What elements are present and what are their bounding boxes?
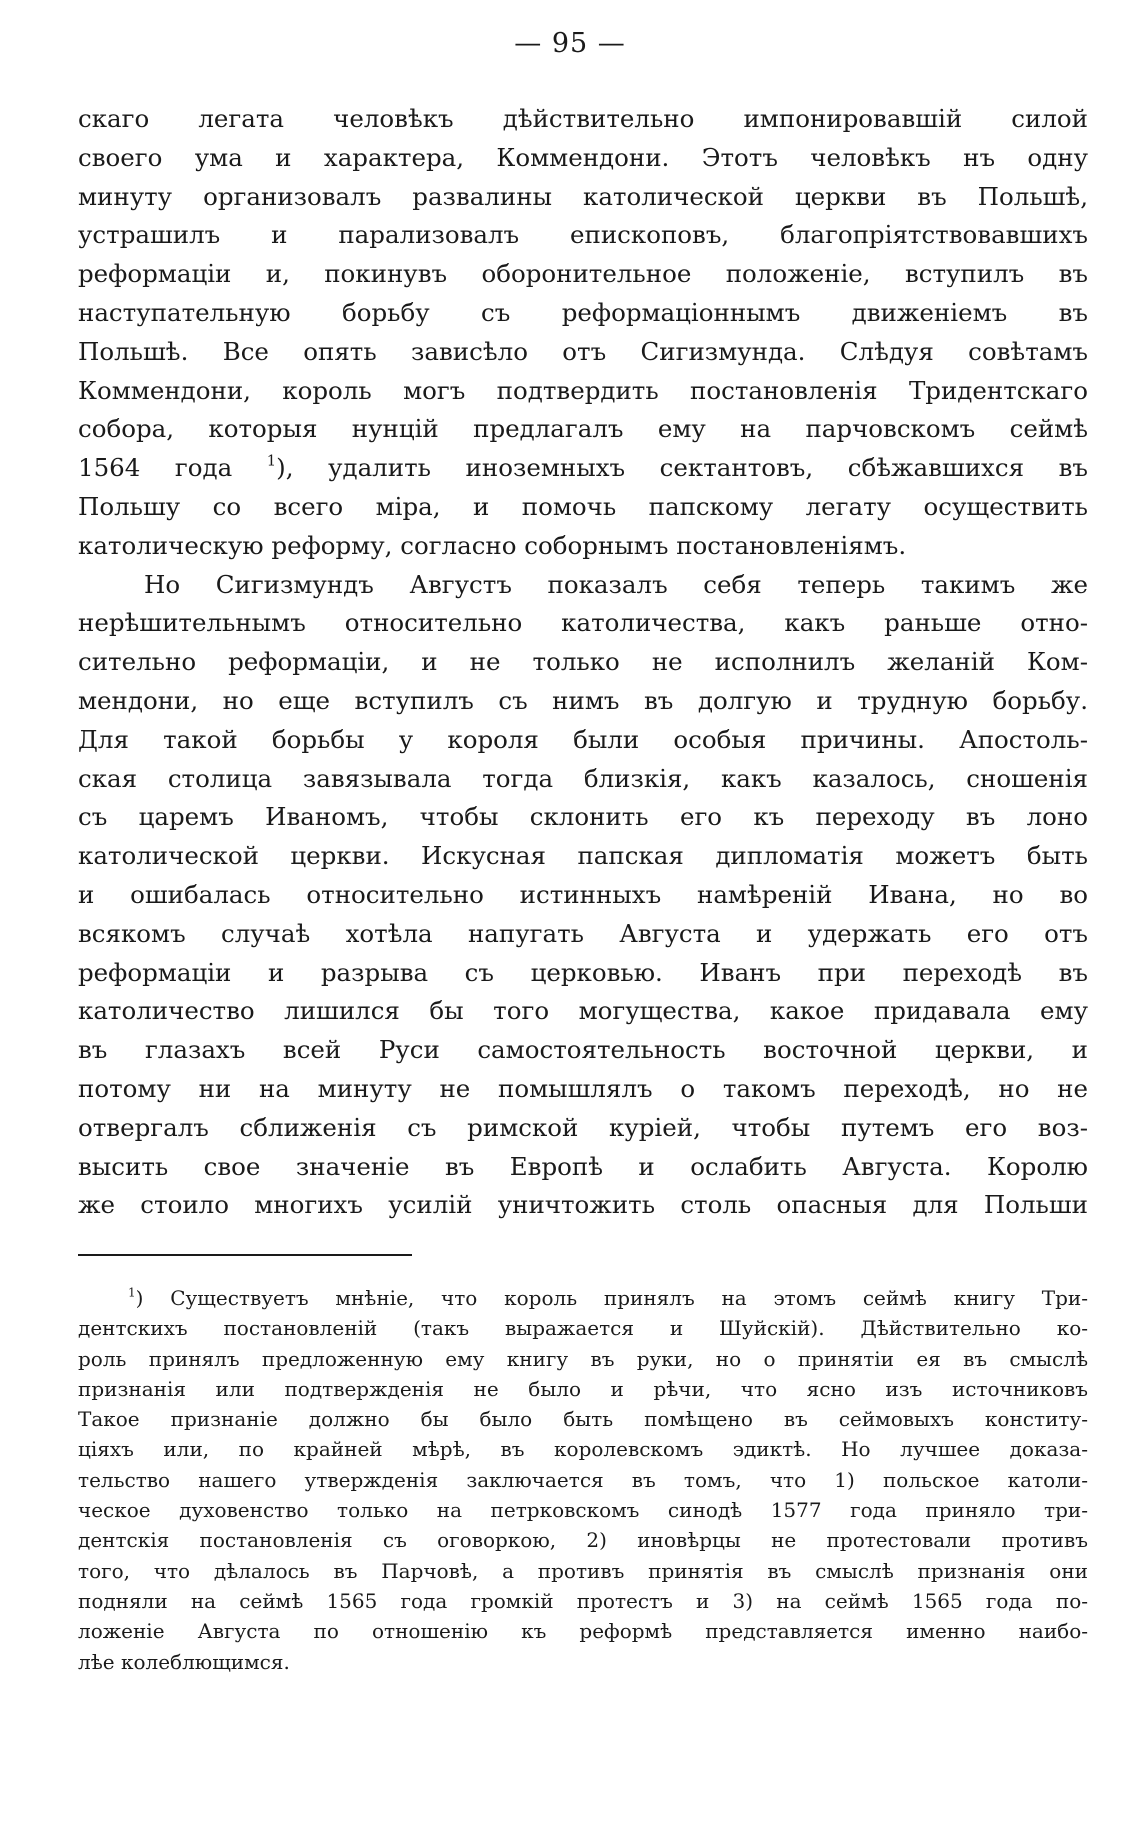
text-line: ціяхъ или, по крайней мѣрѣ, въ королевскомъ эдиктѣ. Но лучшее доказа- xyxy=(78,1437,1088,1462)
text-line: лѣе колеблющимся. xyxy=(78,1649,290,1674)
text-line: съ царемъ Иваномъ, чтобы склонить его къ переходу въ лоно xyxy=(78,802,1088,832)
footnote-divider xyxy=(78,1254,412,1256)
text-line: ческое духовенство только на петрковскомъ синодѣ 1577 года приняло три- xyxy=(78,1498,1088,1523)
text-line: католичество лишился бы того могущества, какое придавала ему xyxy=(78,996,1088,1026)
text-line: тельство нашего утвержденія заключается въ томъ, что 1) польское католи- xyxy=(78,1467,1088,1492)
text-line: признанія или подтвержденія не было и рѣчи, что ясно изъ источниковъ xyxy=(78,1376,1088,1401)
text-fragment: ) Существуетъ мнѣніе, что король принялъ на этомъ сеймѣ книгу Три- xyxy=(135,1286,1088,1310)
text-line: ложеніе Августа по отношенію къ реформѣ представляется именно наибо- xyxy=(78,1619,1088,1644)
text-fragment: 1564 года xyxy=(78,453,233,483)
text-line: и ошибалась относительно истинныхъ намѣреній Ивана, но во xyxy=(78,879,1088,909)
page-number: — 95 — xyxy=(514,28,626,59)
text-line: мендони, но еще вступилъ съ нимъ въ долгую и трудную борьбу. xyxy=(78,685,1088,715)
text-line: реформаціи и, покинувъ оборонительное положеніе, вступилъ въ xyxy=(78,259,1088,289)
text-line: же стоило многихъ усилій уничтожить столь опасныя для Польши xyxy=(78,1190,1088,1220)
text-line: своего ума и характера, Коммендони. Этотъ человѣкъ нъ одну xyxy=(78,142,1088,172)
text-line: реформаціи и разрыва съ церковью. Иванъ при переходѣ въ xyxy=(78,957,1088,987)
text-line: Такое признаніе должно бы было быть помѣщено въ сеймовыхъ конститу- xyxy=(78,1407,1088,1432)
text-line: ская столица завязывала тогда близкія, какъ казалось, сношенія xyxy=(78,763,1088,793)
footnote-reference[interactable]: 1 xyxy=(266,452,277,470)
text-line: нерѣшительнымъ относительно католичества, какъ раньше отно- xyxy=(78,608,1088,638)
text-line xyxy=(78,449,1088,488)
text-line: католической церкви. Искусная папская дипломатія можетъ быть xyxy=(78,841,1088,871)
text-line: роль принялъ предложенную ему книгу въ руки, но о принятіи ея въ смыслѣ xyxy=(78,1346,1088,1371)
text-line: наступательную борьбу съ реформаціоннымъ движеніемъ въ xyxy=(78,297,1088,327)
footnote-marker: 1 xyxy=(128,1285,136,1300)
text-line: католическую реформу, согласно соборнымъ постановленіямъ. xyxy=(78,530,907,560)
footnote xyxy=(78,1283,1088,1677)
text-line: минуту организовалъ развалины католической церкви въ Польшѣ, xyxy=(78,181,1088,211)
text-line: Для такой борьбы у короля были особыя причины. Апостоль- xyxy=(78,724,1088,754)
text-line: отвергалъ сближенія съ римской куріей, чтобы путемъ его воз- xyxy=(78,1112,1088,1142)
text-line: собора, которыя нунцій предлагалъ ему на парчовскомъ сеймѣ xyxy=(78,414,1088,444)
text-line: сительно реформаціи, и не только не исполнилъ желаній Ком- xyxy=(78,647,1088,677)
text-line: скаго легата человѣкъ дѣйствительно импонировавшій силой xyxy=(78,104,1088,133)
text-line: Но Сигизмундъ Августъ показалъ себя теперь такимъ же xyxy=(144,569,1088,599)
text-line: дентскія постановленія съ оговоркою, 2) иновѣрцы не протестовали противъ xyxy=(78,1528,1088,1553)
text-line: въ глазахъ всей Руси самостоятельность восточной церкви, и xyxy=(78,1035,1088,1065)
text-line: устрашилъ и парализовалъ епископовъ, благопріятствовавшихъ xyxy=(78,220,1088,250)
text-line: Коммендони, король могъ подтвердить постановленія Тридентскаго xyxy=(78,375,1088,405)
paragraph-1 xyxy=(78,100,1088,566)
text-line: дентскихъ постановленій (такъ выражается и Шуйскій). Дѣйствительно ко- xyxy=(78,1316,1088,1341)
text-line xyxy=(78,1283,1088,1313)
text-line: высить свое значеніе въ Европѣ и ослабить Августа. Королю xyxy=(78,1151,1088,1181)
paragraph-2 xyxy=(78,566,1088,1226)
text-fragment: ), удалить иноземныхъ сектантовъ, сбѣжавшихся въ xyxy=(276,453,1088,483)
text-line: Польшу со всего міра, и помочь папскому легату осуществить xyxy=(78,491,1088,521)
text-line: подняли на сеймѣ 1565 года громкій протестъ и 3) на сеймѣ 1565 года по- xyxy=(78,1588,1088,1613)
text-line: того, что дѣлалось въ Парчовѣ, а противъ принятія въ смыслѣ признанія они xyxy=(78,1558,1088,1583)
text-line: всякомъ случаѣ хотѣла напугать Августа и удержать его отъ xyxy=(78,918,1088,948)
main-text xyxy=(78,100,1088,1225)
text-line: Польшѣ. Все опять зависѣло отъ Сигизмунда. Слѣдуя совѣтамъ xyxy=(78,336,1088,366)
text-line: потому ни на минуту не помышлялъ о такомъ переходѣ, но не xyxy=(78,1073,1088,1103)
